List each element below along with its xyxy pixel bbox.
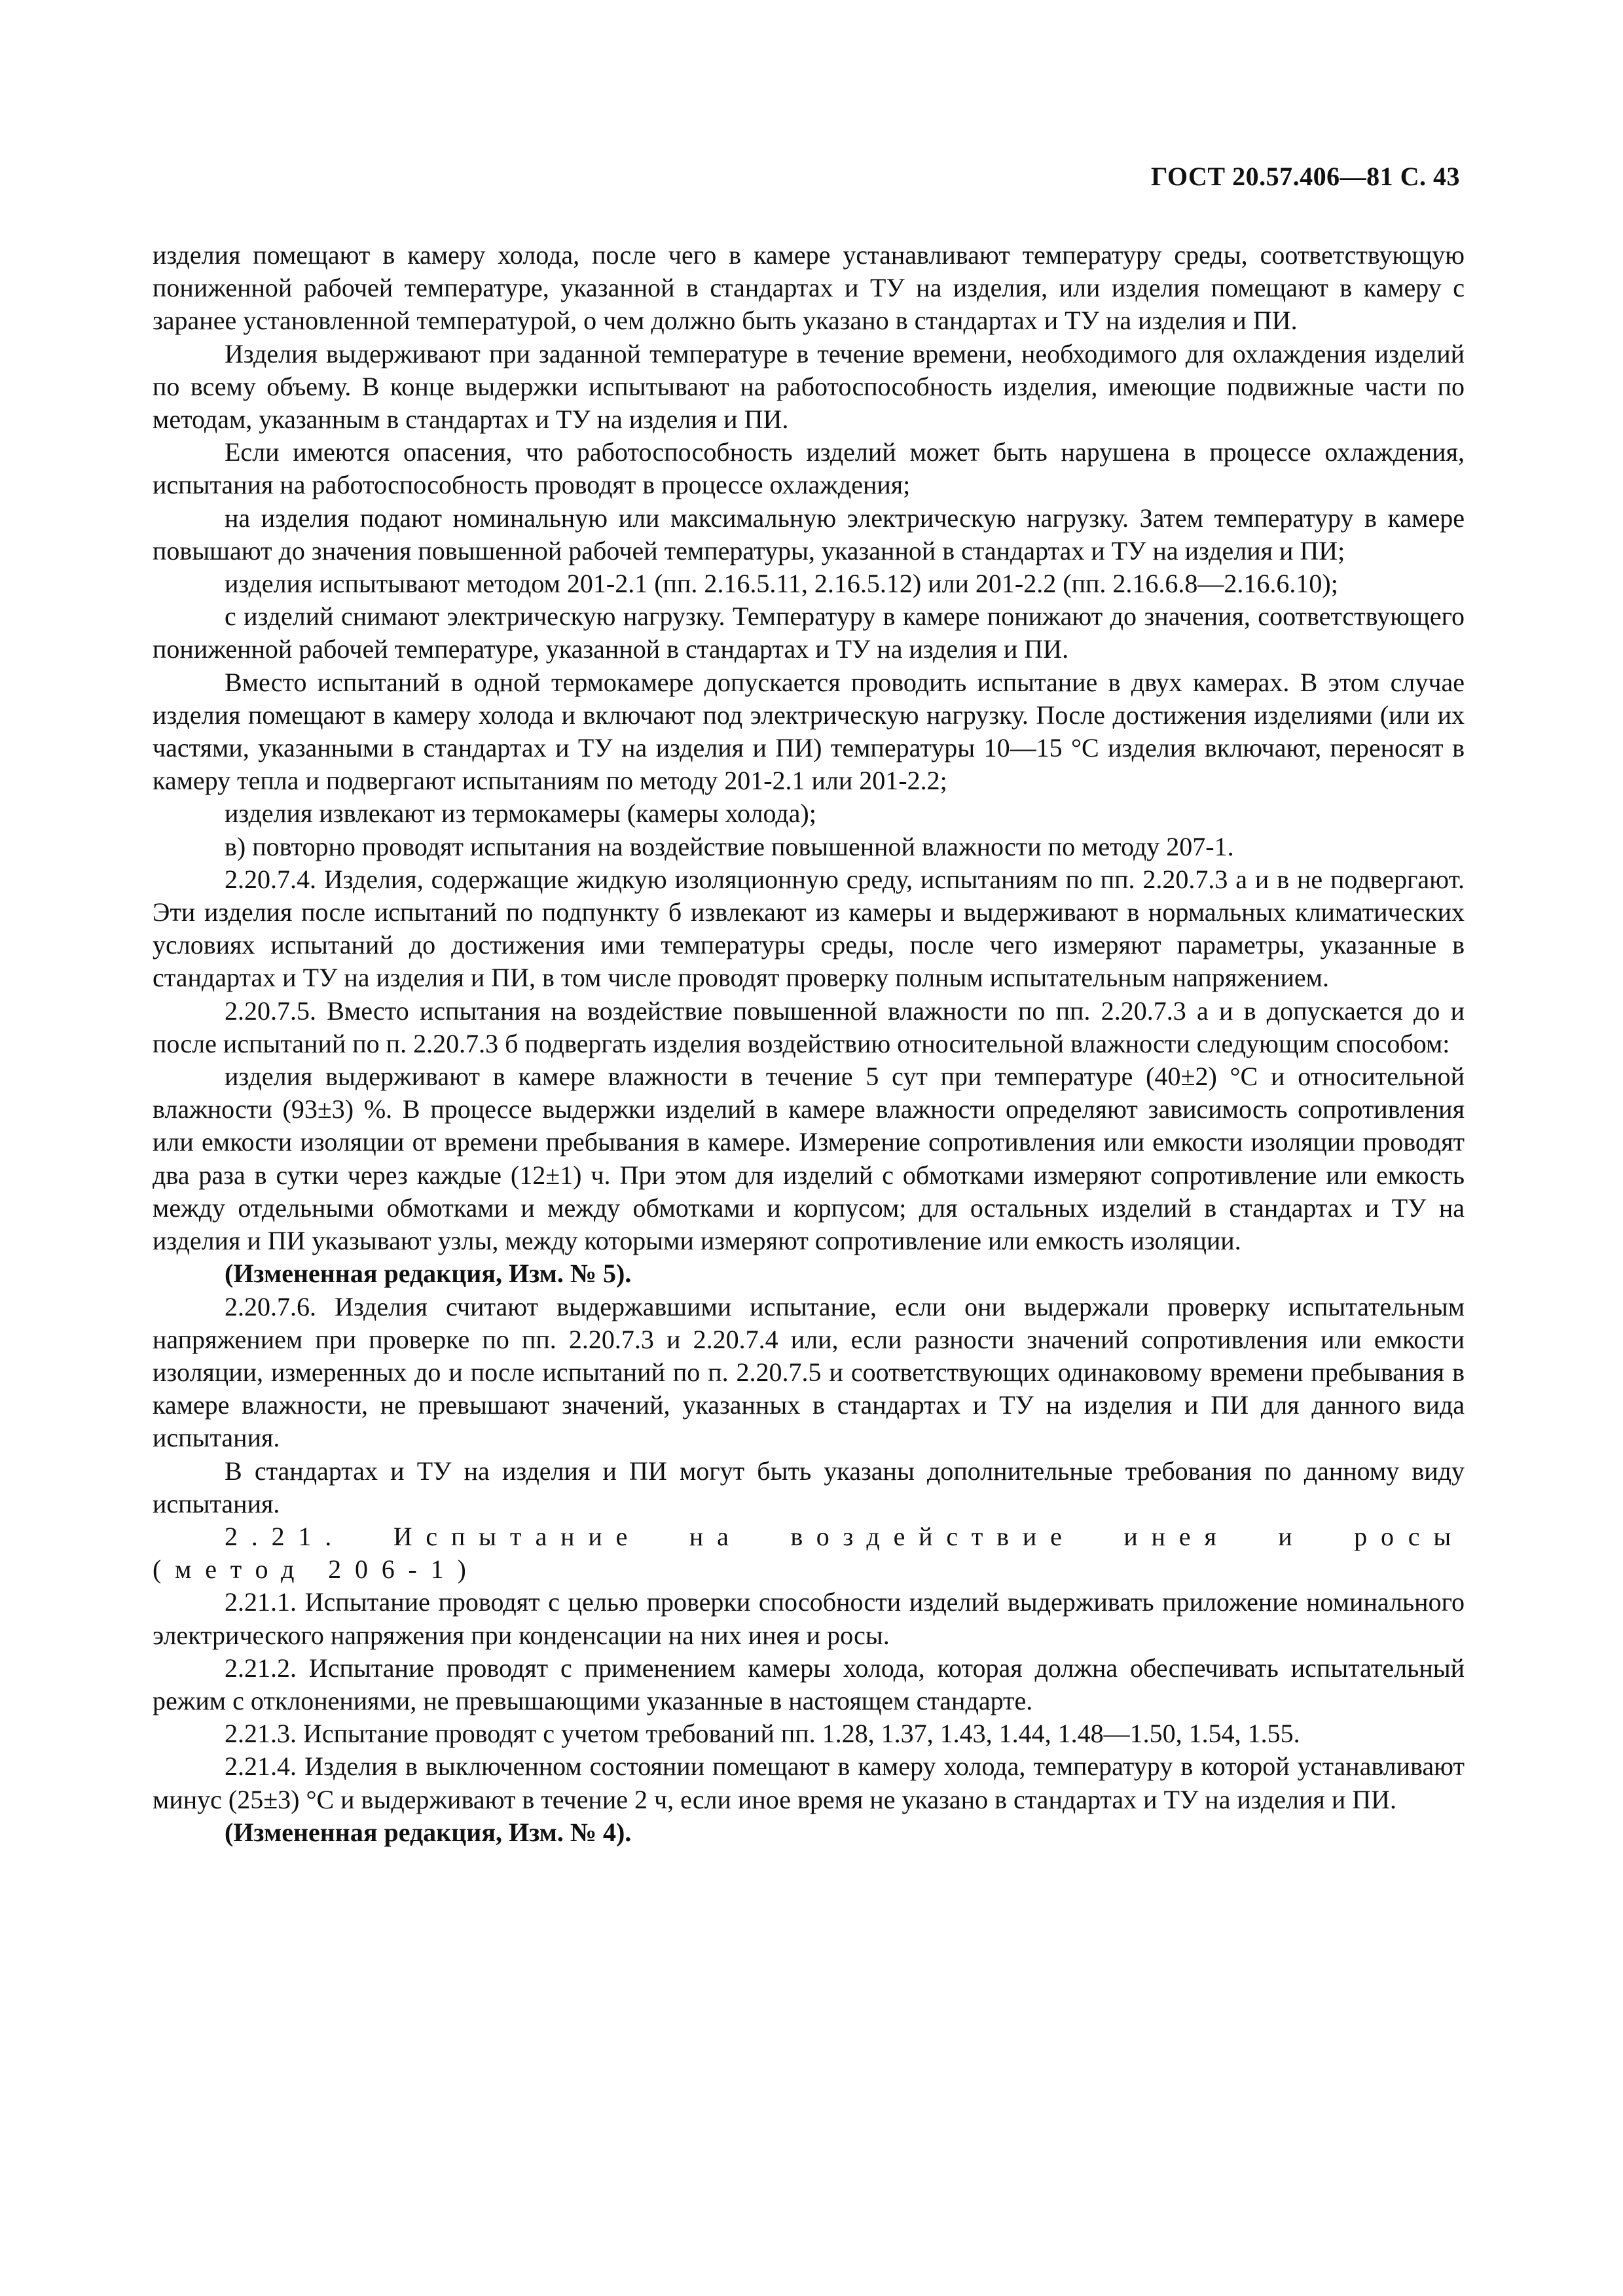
paragraph: изделия извлекают из термокамеры (камеры холода); — [225, 798, 816, 829]
paragraph: 2.21.2. Испытание проводят с применением камеры холода, которая должна обеспечивать испытательный режим с отклонениями, не превышающими указанные в настоящем стандарте. — [153, 1653, 1465, 1715]
paragraph: 2.20.7.5. Вместо испытания на воздействие повышенной влажности по пп. 2.20.7.3 а и в допускается до и после испытаний по п. 2.20.7.3 б подвергать изделия воздействию относительной влажности следующим способом: — [153, 996, 1465, 1058]
amendment-note: (Измененная редакция, Изм. № 4). — [225, 1817, 632, 1847]
paragraph: 2.21.1. Испытание проводят с целью проверки способности изделий выдерживать приложение номинального электрического напряжения при конденсации на них инея и росы. — [153, 1587, 1465, 1650]
paragraph: 2.20.7.4. Изделия, содержащие жидкую изоляционную среду, испытаниям по пп. 2.20.7.3 а и в не подвергают. Эти изделия после испытаний по подпункту б извлекают из камеры и выдерживают в нормальных климатических условиях испытаний до достижения ими температуры среды, после чего измеряют параметры, указанные в стандартах и ТУ на изделия и ПИ, в том числе проводят проверку полным испытательным напряжением. — [153, 864, 1465, 993]
paragraph: изделия выдерживают в камере влажности в течение 5 сут при температуре (40±2) °С и относительной влажности (93±3) %. В процессе выдержки изделий в камере влажности определяют зависимость сопротивления или емкости изоляции от времени пребывания в камере. Измерение сопротивления или емкости изоляции проводят два раза в сутки через каждые (12±1) ч. При этом для изделий с обмотками измеряют сопротивление или емкость между отдельными обмотками и между обмотками и корпусом; для остальных изделий в стандартах и ТУ на изделия и ПИ указывают узлы, между которыми измеряют сопротивление или емкость изоляции. — [153, 1062, 1465, 1256]
section-heading-text: 2.21. Испытание на воздействие инея и росы (метод 206-1) — [153, 1521, 1465, 1585]
paragraph: на изделия подают номинальную или максимальную электрическую нагрузку. Затем температуру в камере повышают до значения повышенной рабочей температуры, указанной в стандартах и ТУ на изделия и ПИ; — [153, 503, 1465, 565]
paragraph: Вместо испытаний в одной термокамере допускается проводить испытание в двух камерах. В этом случае изделия помещают в камеру холода и включают под электрическую нагрузку. После достижения изделиями (или их частями, указанными в стандартах и ТУ на изделия и ПИ) температуры 10—15 °С изделия включают, переносят в камеру тепла и подвергают испытаниям по методу 201-2.1 или 201-2.2; — [153, 667, 1465, 796]
paragraph: 2.21.3. Испытание проводят с учетом требований пп. 1.28, 1.37, 1.43, 1.44, 1.48—1.50, 1.54, 1.55. — [225, 1719, 1300, 1749]
paragraph: 2.20.7.6. Изделия считают выдержавшими испытание, если они выдержали проверку испытательным напряжением при проверке по пп. 2.20.7.3 и 2.20.7.4 или, если разности значений сопротивления или емкости изоляции, измеренных до и после испытаний по п. 2.20.7.5 и соответствующих одинаковому времени пребывания в камере влажности, не превышают значений, указанных в стандартах и ТУ на изделия и ПИ для данного вида испытания. — [153, 1291, 1465, 1453]
amendment-note: (Измененная редакция, Изм. № 5). — [225, 1259, 632, 1289]
paragraph: в) повторно проводят испытания на воздействие повышенной влажности по методу 207-1. — [225, 831, 1234, 861]
paragraph: 2.21.4. Изделия в выключенном состоянии помещают в камеру холода, температуру в которой устанавливают минус (25±3) °С и выдерживают в течение 2 ч, если иное время не указано в стандартах и ТУ на изделия и ПИ. — [153, 1751, 1465, 1814]
paragraph: Изделия выдерживают при заданной температуре в течение времени, необходимого для охлаждения изделий по всему объему. В конце выдержки испытывают на работоспособность изделия, имеющие подвижные части по методам, указанным в стандартах и ТУ на изделия и ПИ. — [153, 338, 1465, 435]
paragraph: В стандартах и ТУ на изделия и ПИ могут быть указаны дополнительные требования по данному виду испытания. — [153, 1456, 1465, 1518]
paragraph: с изделий снимают электрическую нагрузку. Температуру в камере понижают до значения, соответствующего пониженной рабочей температуре, указанной в стандартах и ТУ на изделия и ПИ. — [153, 601, 1465, 664]
paragraph: изделия помещают в камеру холода, после чего в камере устанавливают температуру среды, соответствующую пониженной рабочей температуре, указанной в стандартах и ТУ на изделия, или изделия помещают в камеру с заранее установленной температурой, о чем должно быть указано в стандартах и ТУ на изделия и ПИ. — [153, 240, 1465, 336]
page-header: ГОСТ 20.57.406—81 С. 43 — [1150, 162, 1460, 191]
page-body — [153, 239, 1465, 1849]
paragraph: изделия испытывают методом 201-2.1 (пп. 2.16.5.11, 2.16.5.12) или 201-2.2 (пп. 2.16.6.8—2.16.6.10); — [225, 569, 1338, 599]
section-heading — [153, 1520, 1465, 1586]
paragraph: Если имеются опасения, что работоспособность изделий может быть нарушена в процессе охлаждения, испытания на работоспособность проводят в процессе охлаждения; — [153, 437, 1465, 500]
